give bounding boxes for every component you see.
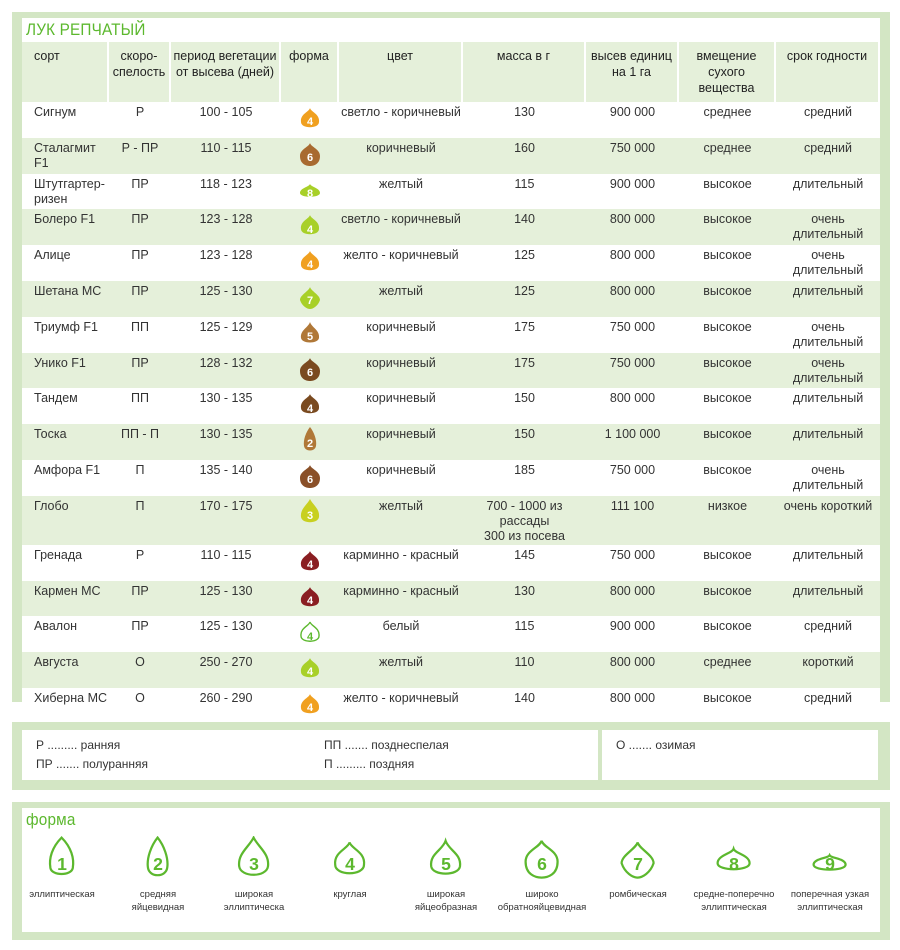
varieties-panel [12,12,890,715]
table-row [22,616,880,652]
onion-shape-number: 4 [345,853,355,874]
table-row [22,317,880,353]
form-item-label: эллиптическая [29,888,95,900]
form-item-label: широкая эллиптическа [223,888,285,913]
cell-dry-matter: высокое [679,460,776,496]
table-header-row [22,42,880,102]
forms-title-bar [22,808,880,832]
header-dry-matter: вмещение сухого вещества [679,42,776,102]
cell-mass: 700 - 1000 из рассады 300 из посева [463,496,586,545]
onion-shape-icon [299,104,321,132]
cell-shape [281,460,339,496]
cell-period: 123 - 128 [171,245,281,281]
legend-line: ПП ....... позднеспелая [324,738,449,752]
page-title: ЛУК РЕПЧАТЫЙ [26,20,146,39]
onion-shape-icon [299,390,321,418]
onion-shape-number: 4 [306,630,314,643]
cell-dry-matter: высокое [679,353,776,389]
cell-variety: Тоска [22,424,109,460]
onion-shape-number: 4 [306,402,314,415]
legend-panel [12,722,890,790]
cell-color: карминно - красный [339,581,463,617]
header-variety: сорт [22,42,109,102]
cell-ripeness: ПП [109,317,171,353]
cell-dry-matter: высокое [679,688,776,724]
cell-shape [281,545,339,581]
cell-shape [281,688,339,724]
cell-shape [281,581,339,617]
form-item-label: средняя яйцевидная [131,888,185,913]
header-shelf-life: срок годности [776,42,880,102]
header-period: период вегетации от высева (дней) [171,42,281,102]
cell-dry-matter: среднее [679,102,776,138]
title-bar [22,18,880,42]
cell-color: светло - коричневый [339,209,463,245]
form-item-8 [686,836,782,914]
cell-dry-matter: среднее [679,652,776,688]
form-item-label: средне-поперечно эллиптическая [693,888,775,913]
onion-shape-number: 9 [825,853,835,874]
form-item-label: широко обратнояйцевидная [497,888,587,913]
cell-ripeness: О [109,688,171,724]
onion-shape-icon [299,583,321,611]
cell-shape [281,353,339,389]
cell-shape [281,281,339,317]
onion-shape-number: 4 [306,223,314,236]
cell-variety: Тандем [22,388,109,424]
cell-color: белый [339,616,463,652]
table-row [22,353,880,389]
onion-shape-icon [236,836,271,881]
onion-shape-number: 4 [306,259,314,272]
onion-shape-icon [524,836,559,881]
onion-shape-icon [299,140,321,168]
onion-shape-number: 3 [306,509,314,522]
form-item-5 [398,836,494,914]
cell-color: карминно - красный [339,545,463,581]
cell-sowing: 800 000 [586,245,679,281]
cell-mass: 140 [463,688,586,724]
legend-box-winter [602,730,878,780]
cell-dry-matter: высокое [679,245,776,281]
cell-mass: 175 [463,353,586,389]
cell-sowing: 800 000 [586,209,679,245]
cell-ripeness: ПР [109,245,171,281]
onion-shape-icon [299,547,321,575]
table-row [22,209,880,245]
cell-color: коричневый [339,353,463,389]
cell-period: 125 - 130 [171,581,281,617]
onion-shape-number: 8 [306,187,314,200]
cell-sowing: 900 000 [586,174,679,210]
cell-sowing: 750 000 [586,460,679,496]
cell-shape [281,652,339,688]
cell-color: коричневый [339,317,463,353]
table-row [22,138,880,174]
onion-shape-icon [44,836,79,881]
cell-variety: Триумф F1 [22,317,109,353]
forms-row [22,832,880,932]
cell-dry-matter: высокое [679,616,776,652]
cell-mass: 185 [463,460,586,496]
cell-dry-matter: высокое [679,174,776,210]
form-item-label: круглая [333,888,367,900]
onion-shape-number: 5 [441,853,451,874]
cell-period: 130 - 135 [171,424,281,460]
onion-shape-number: 6 [306,151,314,164]
onion-shape-icon [299,690,321,718]
cell-shelf-life: длительный [776,388,880,424]
legend-box-late [310,730,598,780]
cell-sowing: 1 100 000 [586,424,679,460]
cell-mass: 160 [463,138,586,174]
cell-shelf-life: средний [776,688,880,724]
cell-shape [281,245,339,281]
table-row [22,245,880,281]
cell-shelf-life: очень длительный [776,353,880,389]
cell-dry-matter: высокое [679,281,776,317]
cell-dry-matter: высокое [679,317,776,353]
legend-box-early [22,730,310,780]
cell-sowing: 900 000 [586,616,679,652]
legend-line: Р ......... ранняя [36,738,121,752]
cell-period: 130 - 135 [171,388,281,424]
cell-mass: 130 [463,102,586,138]
form-item-label: поперечная узкая эллиптическая [790,888,870,913]
cell-dry-matter: высокое [679,545,776,581]
form-item-9 [782,836,878,914]
cell-mass: 150 [463,424,586,460]
cell-sowing: 900 000 [586,102,679,138]
cell-shelf-life: средний [776,102,880,138]
table-row [22,496,880,545]
cell-period: 260 - 290 [171,688,281,724]
cell-variety: Хиберна МС [22,688,109,724]
varieties-table [22,42,880,724]
onion-shape-number: 1 [57,853,67,874]
cell-shape [281,138,339,174]
cell-color: желтый [339,174,463,210]
cell-shelf-life: очень короткий [776,496,880,545]
cell-dry-matter: высокое [679,424,776,460]
cell-sowing: 800 000 [586,281,679,317]
cell-color: желто - коричневый [339,245,463,281]
header-shape: форма [281,42,339,102]
cell-shape [281,174,339,210]
form-item-label: широкая яйцеобразная [414,888,478,913]
cell-color: желто - коричневый [339,688,463,724]
cell-ripeness: ПР [109,174,171,210]
onion-shape-number: 3 [249,853,259,874]
cell-ripeness: ПП [109,388,171,424]
header-ripeness: скоро- спелость [109,42,171,102]
form-item-1 [14,836,110,901]
onion-shape-icon [332,836,367,881]
onion-shape-icon [299,247,321,275]
table-row [22,581,880,617]
cell-shelf-life: длительный [776,281,880,317]
cell-color: желтый [339,496,463,545]
cell-variety: Глобо [22,496,109,545]
forms-panel [12,802,890,940]
cell-variety: Авалон [22,616,109,652]
cell-ripeness: ПР [109,353,171,389]
cell-variety: Гренада [22,545,109,581]
cell-sowing: 800 000 [586,388,679,424]
header-color: цвет [339,42,463,102]
cell-shape [281,616,339,652]
cell-sowing: 800 000 [586,688,679,724]
cell-variety: Шетана МС [22,281,109,317]
cell-sowing: 750 000 [586,317,679,353]
cell-sowing: 750 000 [586,138,679,174]
cell-shelf-life: длительный [776,581,880,617]
cell-sowing: 750 000 [586,545,679,581]
cell-mass: 115 [463,616,586,652]
onion-shape-number: 4 [306,116,314,129]
form-item-7 [590,836,686,901]
legend-line: П ......... поздняя [324,757,415,771]
cell-variety: Кармен МС [22,581,109,617]
form-item-3 [206,836,302,914]
cell-color: светло - коричневый [339,102,463,138]
onion-shape-icon [299,355,321,383]
header-sowing: высев единиц на 1 га [586,42,679,102]
cell-shelf-life: средний [776,138,880,174]
cell-shelf-life: короткий [776,652,880,688]
onion-shape-icon [299,618,321,646]
onion-shape-number: 4 [306,594,314,607]
cell-ripeness: П [109,496,171,545]
cell-shape [281,388,339,424]
cell-ripeness: ПП - П [109,424,171,460]
onion-shape-number: 7 [306,295,314,308]
cell-shelf-life: длительный [776,424,880,460]
cell-shape [281,496,339,545]
onion-shape-number: 5 [306,330,314,343]
cell-mass: 145 [463,545,586,581]
cell-period: 170 - 175 [171,496,281,545]
cell-ripeness: П [109,460,171,496]
cell-shelf-life: очень длительный [776,317,880,353]
cell-mass: 125 [463,281,586,317]
table-row [22,545,880,581]
onion-shape-number: 6 [306,366,314,379]
table-row [22,174,880,210]
onion-shape-icon [428,836,463,881]
cell-shelf-life: очень длительный [776,245,880,281]
legend-line: О ....... озимая [616,738,696,752]
form-item-6 [494,836,590,914]
cell-mass: 125 [463,245,586,281]
cell-period: 135 - 140 [171,460,281,496]
cell-period: 118 - 123 [171,174,281,210]
header-mass: масса в г [463,42,586,102]
onion-shape-icon [299,283,321,311]
cell-sowing: 800 000 [586,581,679,617]
onion-shape-icon [716,836,751,881]
onion-shape-icon [812,836,847,881]
table-row [22,460,880,496]
form-item-label: ромбическая [609,888,667,900]
onion-shape-number: 6 [537,853,547,874]
cell-variety: Болеро F1 [22,209,109,245]
onion-shape-number: 8 [729,853,739,874]
onion-shape-number: 4 [306,702,314,715]
cell-period: 110 - 115 [171,138,281,174]
onion-shape-icon [299,654,321,682]
cell-color: коричневый [339,460,463,496]
cell-dry-matter: высокое [679,581,776,617]
cell-sowing: 111 100 [586,496,679,545]
cell-mass: 175 [463,317,586,353]
cell-shelf-life: длительный [776,545,880,581]
cell-dry-matter: высокое [679,209,776,245]
cell-shape [281,424,339,460]
cell-ripeness: ПР [109,616,171,652]
cell-variety: Унико F1 [22,353,109,389]
onion-shape-icon [140,836,175,881]
cell-color: желтый [339,652,463,688]
cell-variety: Сталагмит F1 [22,138,109,174]
table-row [22,281,880,317]
form-item-4 [302,836,398,901]
cell-shelf-life: длительный [776,174,880,210]
onion-shape-icon [299,176,321,204]
cell-variety: Алице [22,245,109,281]
cell-dry-matter: среднее [679,138,776,174]
cell-sowing: 750 000 [586,353,679,389]
cell-period: 250 - 270 [171,652,281,688]
cell-period: 100 - 105 [171,102,281,138]
cell-period: 110 - 115 [171,545,281,581]
onion-shape-number: 6 [306,474,314,487]
cell-color: коричневый [339,388,463,424]
cell-ripeness: Р - ПР [109,138,171,174]
cell-variety: Сигнум [22,102,109,138]
cell-ripeness: О [109,652,171,688]
table-row [22,424,880,460]
cell-mass: 110 [463,652,586,688]
table-row [22,652,880,688]
cell-shape [281,317,339,353]
legend-line: ПР ....... полуранняя [36,757,149,771]
cell-ripeness: Р [109,545,171,581]
onion-shape-icon [299,498,321,526]
cell-period: 123 - 128 [171,209,281,245]
cell-dry-matter: низкое [679,496,776,545]
onion-shape-number: 2 [153,853,163,874]
cell-variety: Августа [22,652,109,688]
cell-sowing: 800 000 [586,652,679,688]
table-row [22,388,880,424]
cell-mass: 130 [463,581,586,617]
cell-shelf-life: очень длительный [776,460,880,496]
cell-ripeness: ПР [109,581,171,617]
cell-period: 125 - 130 [171,616,281,652]
cell-variety: Штутгартер- ризен [22,174,109,210]
cell-mass: 140 [463,209,586,245]
cell-ripeness: ПР [109,209,171,245]
onion-shape-number: 4 [306,666,314,679]
onion-shape-icon [299,319,321,347]
cell-variety: Амфора F1 [22,460,109,496]
cell-shelf-life: очень длительный [776,209,880,245]
form-item-2 [110,836,206,914]
cell-color: коричневый [339,138,463,174]
cell-ripeness: ПР [109,281,171,317]
cell-period: 128 - 132 [171,353,281,389]
table-row [22,688,880,724]
cell-mass: 115 [463,174,586,210]
onion-shape-number: 4 [306,558,314,571]
onion-shape-number: 7 [633,853,643,874]
onion-shape-icon [299,462,321,490]
onion-shape-icon [620,836,655,881]
cell-period: 125 - 130 [171,281,281,317]
cell-ripeness: Р [109,102,171,138]
table-row [22,102,880,138]
cell-period: 125 - 129 [171,317,281,353]
cell-color: желтый [339,281,463,317]
cell-shape [281,102,339,138]
cell-mass: 150 [463,388,586,424]
cell-dry-matter: высокое [679,388,776,424]
cell-color: коричневый [339,424,463,460]
onion-shape-number: 2 [306,438,314,451]
forms-title: форма [26,810,76,829]
cell-shelf-life: средний [776,616,880,652]
onion-shape-icon [299,211,321,239]
cell-shape [281,209,339,245]
onion-shape-icon [299,426,321,454]
